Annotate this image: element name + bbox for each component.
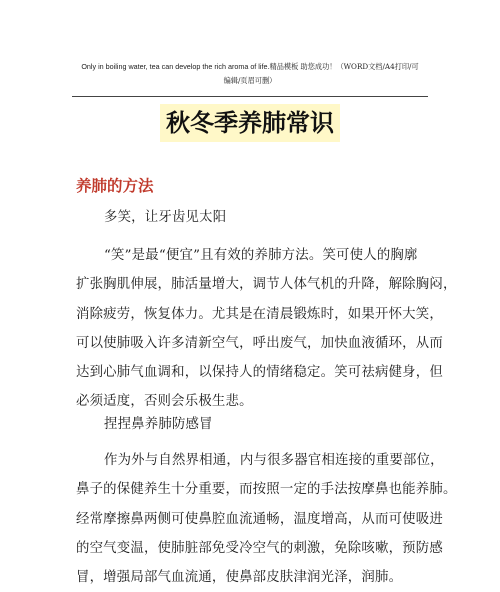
page-header [70, 60, 430, 88]
paragraph-line: 扩张胸肌伸展，肺活量增大，调节人体气机的升降，解除胸闷， [76, 277, 457, 293]
header-line-2: 编辑/页眉可删） [223, 76, 277, 85]
paragraph-line: 冒，增强局部气血流通，使鼻部皮肤津润光泽，润肺。 [76, 570, 403, 586]
section-heading: 养肺的方法 [76, 176, 154, 195]
paragraph-line: 消除疲劳，恢复体力。尤其是在清晨锻炼时，如果开怀大笑， [76, 306, 443, 322]
paragraph-line: 经常摩擦鼻两侧可使鼻腔血流通畅，温度增高，从而可使吸进 [76, 511, 443, 527]
paragraph-line: 鼻子的保健养生十分重要，而按照一定的手法按摩鼻也能养肺。 [76, 482, 457, 498]
paragraph-line: 必须适度，否则会乐极生悲。 [76, 394, 253, 410]
document-title-text: 秋冬季养肺常识 [160, 104, 340, 142]
paragraph-laugh-body [76, 241, 457, 417]
paragraph-line: 的空气变温，使肺脏部免受冷空气的刺激，免除咳嗽，预防感 [76, 540, 443, 556]
document-title [0, 104, 500, 142]
paragraph-nose-body [76, 446, 457, 592]
paragraph-line: “笑”是最“便宜”且有效的养肺方法。笑可使人的胸廓 [104, 248, 418, 263]
paragraph-line: 作为外与自然界相通，内与很多器官相连接的重要部位， [104, 453, 444, 468]
header-line-1 [70, 60, 430, 74]
paragraph-line: 达到心肺气血调和，以保持人的情绪稳定。笑可祛病健身，但 [76, 365, 443, 381]
header-chinese-text: 精品模板 助您成功！（WORD文档/A4打印/可 [269, 62, 419, 71]
paragraph-subheading-laugh: 多笑，让牙齿见太阳 [104, 210, 227, 225]
header-divider [72, 96, 428, 97]
header-english-text: Only in boiling water, tea can develop the rich aroma of life. [81, 62, 270, 71]
paragraph-line: 可以使肺吸入许多清新空气，呼出废气，加快血液循环，从而 [76, 335, 443, 351]
paragraph-subheading-nose: 捏捏鼻养肺防感冒 [104, 417, 213, 432]
